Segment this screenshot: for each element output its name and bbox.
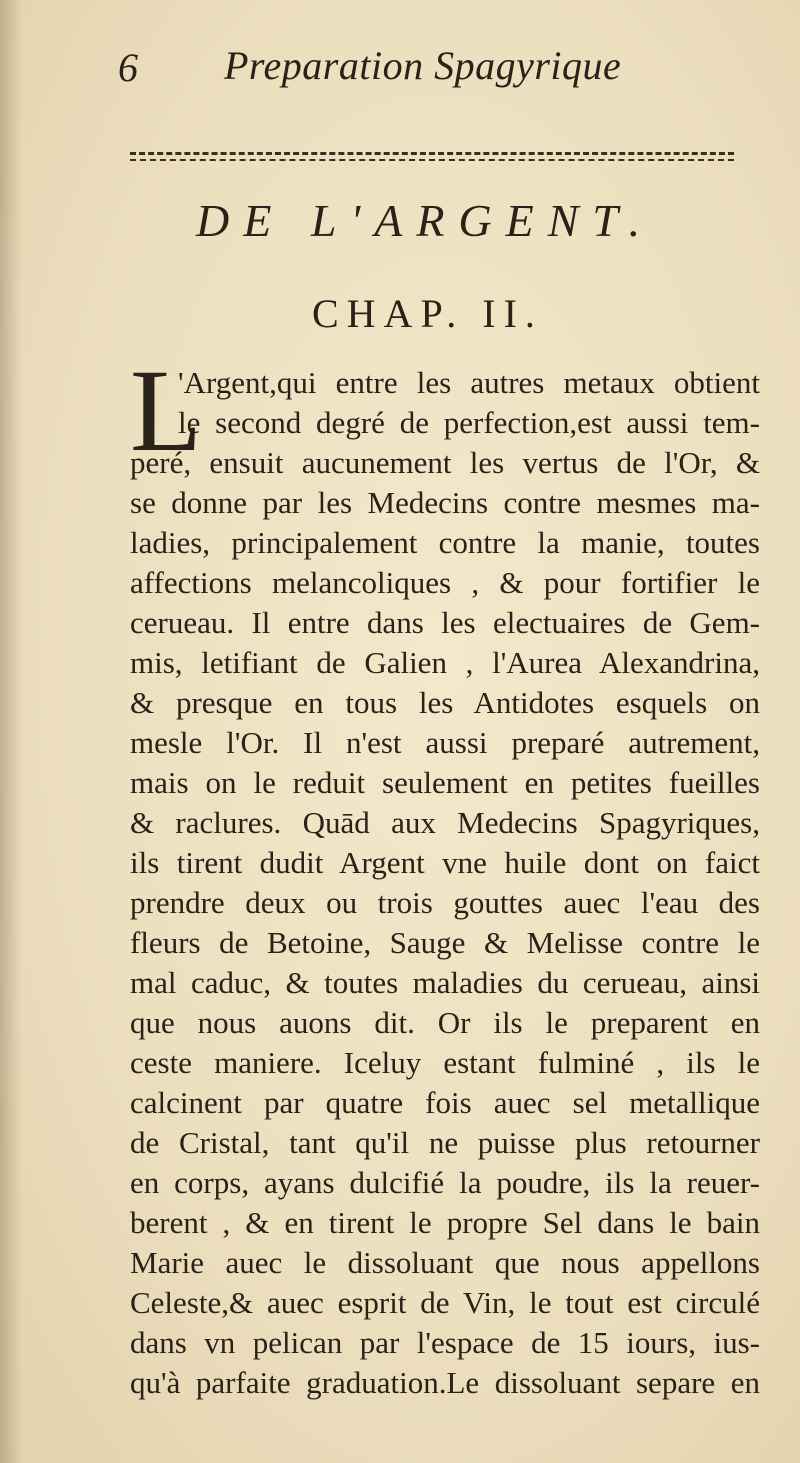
text-line: le second degré de perfection,est aussi tem- — [178, 405, 760, 440]
text-line: 'Argent,qui entre les autres metaux obtient — [178, 365, 760, 400]
text-line: mesle l'Or. Il n'est aussi preparé autrement, — [130, 725, 760, 760]
text-line: que nous auons dit. Or ils le preparent en — [130, 1005, 760, 1040]
text-line: berent , & en tirent le propre Sel dans le bain — [130, 1205, 760, 1240]
ornament-rule — [130, 150, 734, 164]
drop-cap: L — [130, 345, 203, 476]
text-line: Celeste,& auec esprit de Vin, le tout est circulé — [130, 1285, 760, 1320]
text-line: & presque en tous les Antidotes esquels on — [130, 685, 760, 720]
section-heading: DE L'ARGENT. — [196, 195, 655, 246]
text-line: affections melancoliques , & pour fortifier le — [130, 565, 760, 600]
text-line: dans vn pelican par l'espace de 15 iours, ius- — [130, 1325, 760, 1360]
text-line: ceste maniere. Iceluy estant fulminé , ils le — [130, 1045, 760, 1080]
running-head — [118, 40, 678, 100]
text-line: mal caduc, & toutes maladies du cerueau, ainsi — [130, 965, 760, 1000]
rule-line-upper — [130, 152, 734, 155]
text-line: en corps, ayans dulcifié la poudre, ils la reuer- — [130, 1165, 760, 1200]
gutter-shadow — [0, 0, 22, 1463]
text-line: fleurs de Betoine, Sauge & Melisse contre le — [130, 925, 760, 960]
text-line: qu'à parfaite graduation.Le dissoluant separe en — [130, 1365, 760, 1400]
text-line: se donne par les Medecins contre mesmes ma- — [130, 485, 760, 520]
page-number: 6 — [118, 45, 138, 90]
rule-line-lower — [130, 159, 734, 161]
running-title: Preparation Spagyrique — [224, 43, 622, 88]
text-line: Marie auec le dissoluant que nous appellons — [130, 1245, 760, 1280]
text-line: prendre deux ou trois gouttes auec l'eau des — [130, 885, 760, 920]
text-line: & raclures. Quād aux Medecins Spagyriques, — [130, 805, 760, 840]
text-line: calcinent par quatre fois auec sel metallique — [130, 1085, 760, 1120]
text-line: mais on le reduit seulement en petites fueilles — [130, 765, 760, 800]
text-line: mis, letifiant de Galien , l'Aurea Alexandrina, — [130, 645, 760, 680]
chapter-heading: CHAP. II. — [312, 291, 543, 336]
text-line: de Cristal, tant qu'il ne puisse plus retourner — [130, 1125, 760, 1160]
text-line: peré, ensuit aucunement les vertus de l'Or, & — [130, 445, 760, 480]
text-line: ils tirent dudit Argent vne huile dont on faict — [130, 845, 760, 880]
text-line: ladies, principalement contre la manie, toutes — [130, 525, 760, 560]
text-line: cerueau. Il entre dans les electuaires de Gem- — [130, 605, 760, 640]
